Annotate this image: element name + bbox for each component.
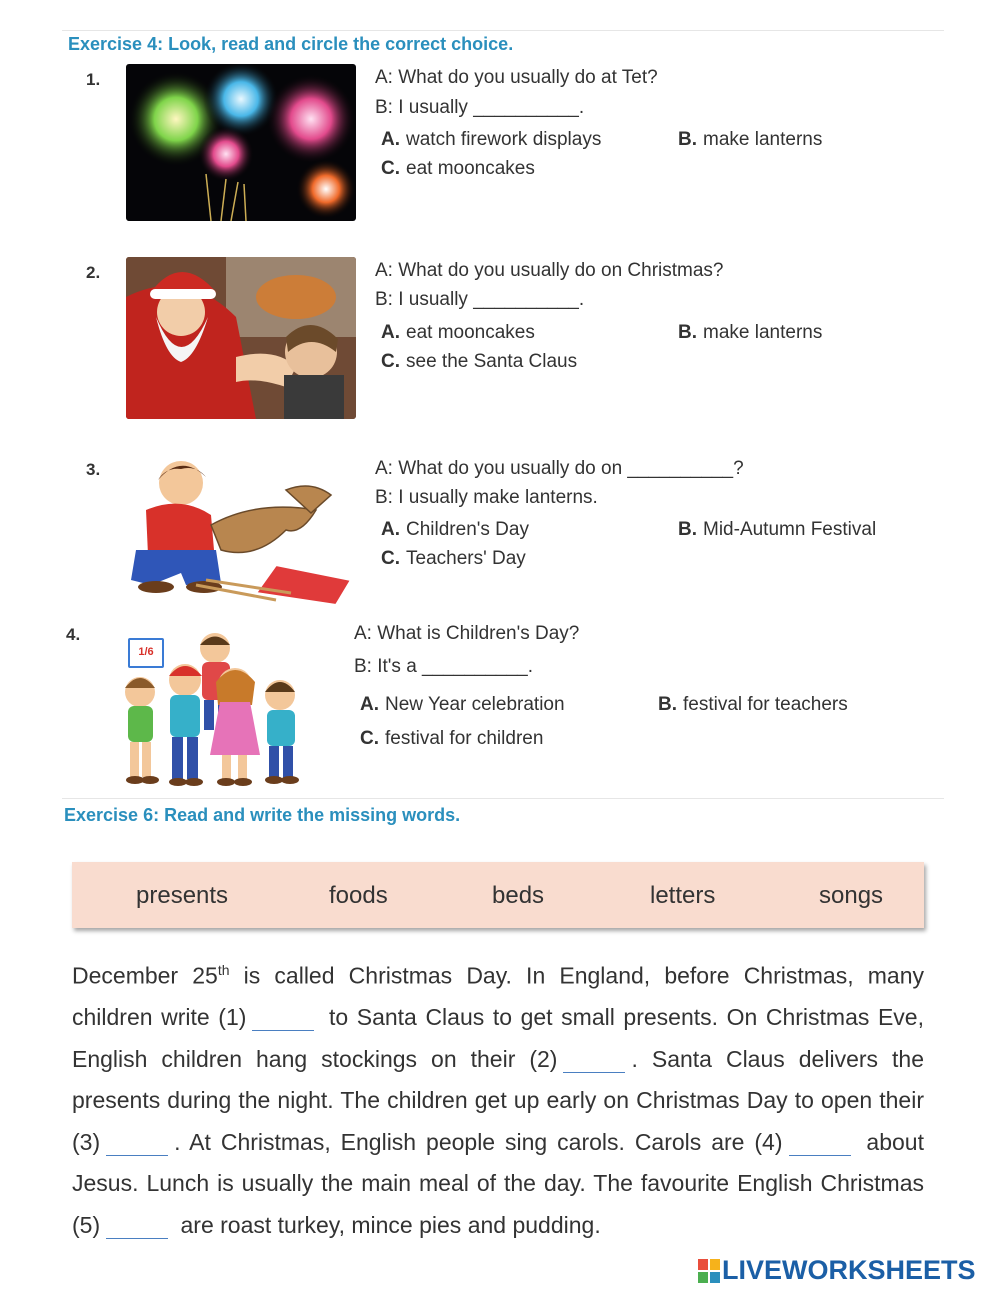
option-text: watch firework displays <box>406 129 602 150</box>
passage-text: to Santa Claus to get small presents. On Christmas Eve, English children hang stockings on their (2) <box>72 1004 924 1072</box>
boy-making-lantern-illustration <box>126 455 356 605</box>
word-bank <box>72 862 924 928</box>
passage-text: . Santa Claus delivers the presents during the night. The children get up early on Christmas Day to open their (3) <box>72 1045 924 1155</box>
question-number: 3. <box>86 460 101 479</box>
question-line-a: A: What do you usually do on Christmas? <box>375 260 724 281</box>
option-b[interactable] <box>678 322 822 344</box>
option-letter: C. <box>381 351 400 372</box>
question-line-a: A: What do you usually do at Tet? <box>375 67 658 88</box>
passage-text: . At Christmas, English people sing carols. Carols are (4) <box>174 1128 783 1155</box>
option-text: eat mooncakes <box>406 322 535 343</box>
fireworks-photo <box>126 64 356 221</box>
question-line-b: B: I usually make lanterns. <box>375 487 598 508</box>
option-letter: B. <box>678 322 697 343</box>
option-text: eat mooncakes <box>406 158 535 179</box>
option-c[interactable] <box>381 351 577 373</box>
logo-mark-icon <box>698 1259 720 1283</box>
option-text: make lanterns <box>703 129 823 150</box>
option-letter: C. <box>381 158 400 179</box>
option-text: Children's Day <box>406 519 529 540</box>
option-letter: A. <box>381 322 400 343</box>
question-line-b: B: I usually __________. <box>375 289 585 310</box>
blank-5-input[interactable] <box>106 1214 168 1239</box>
option-c[interactable] <box>381 548 526 570</box>
word-bank-item: beds <box>492 882 545 909</box>
passage-text: December 25 <box>72 962 218 989</box>
word-bank-item: foods <box>329 882 388 909</box>
question-line-b: B: I usually __________. <box>375 97 585 118</box>
option-letter: B. <box>678 129 697 150</box>
option-b[interactable] <box>678 129 822 151</box>
exercise4-title: Exercise 4: Look, read and circle the correct choice. <box>68 34 514 54</box>
option-letter: C. <box>381 548 400 569</box>
option-c[interactable] <box>360 728 543 750</box>
option-text: make lanterns <box>703 322 823 343</box>
option-text: festival for teachers <box>683 694 848 715</box>
option-text: see the Santa Claus <box>406 351 578 372</box>
question-line-a: A: What is Children's Day? <box>354 623 580 644</box>
passage-text: about Jesus. Lunch is usually the main meal of the day. The favourite English Christmas (5) <box>72 1128 924 1238</box>
liveworksheets-logo[interactable] <box>698 1255 976 1286</box>
blank-3-input[interactable] <box>106 1131 168 1156</box>
option-a[interactable] <box>360 694 565 716</box>
question-number: 4. <box>66 625 81 644</box>
option-letter: B. <box>678 519 697 540</box>
children-holding-hands-illustration <box>110 620 335 795</box>
option-a[interactable] <box>381 129 601 151</box>
option-letter: C. <box>360 728 379 749</box>
option-text: Teachers' Day <box>406 548 526 569</box>
option-text: Mid-Autumn Festival <box>703 519 877 540</box>
question-number: 1. <box>86 70 101 89</box>
option-b[interactable] <box>678 519 876 541</box>
superscript-th: th <box>217 962 230 978</box>
option-letter: A. <box>381 519 400 540</box>
option-a[interactable] <box>381 322 535 344</box>
option-letter: A. <box>381 129 400 150</box>
word-bank-item: presents <box>136 882 229 909</box>
blank-2-input[interactable] <box>563 1048 625 1073</box>
word-bank-item: letters <box>650 882 716 909</box>
blank-4-input[interactable] <box>789 1131 851 1156</box>
santa-claus-photo <box>126 257 356 419</box>
option-c[interactable] <box>381 158 535 180</box>
option-letter: B. <box>658 694 677 715</box>
question-line-a: A: What do you usually do on __________? <box>375 458 744 479</box>
logo-text: LIVEWORKSHEETS <box>722 1255 976 1285</box>
question-line-b: B: It's a __________. <box>354 656 533 677</box>
passage-text: are roast turkey, mince pies and pudding. <box>174 1211 601 1238</box>
question-number: 2. <box>86 263 101 282</box>
exercise6-title: Exercise 6: Read and write the missing words. <box>64 805 461 825</box>
option-b[interactable] <box>658 694 848 716</box>
option-letter: A. <box>360 694 379 715</box>
blank-1-input[interactable] <box>252 1006 314 1031</box>
reading-passage <box>72 950 924 1246</box>
word-bank-item: songs <box>819 882 884 909</box>
option-text: New Year celebration <box>385 694 565 715</box>
passage-text: is called Christmas Day. In England, before Christmas, many children write (1) <box>72 962 924 1031</box>
option-a[interactable] <box>381 519 529 541</box>
calendar-badge: 1/6 <box>128 638 164 668</box>
option-text: festival for children <box>385 728 544 749</box>
